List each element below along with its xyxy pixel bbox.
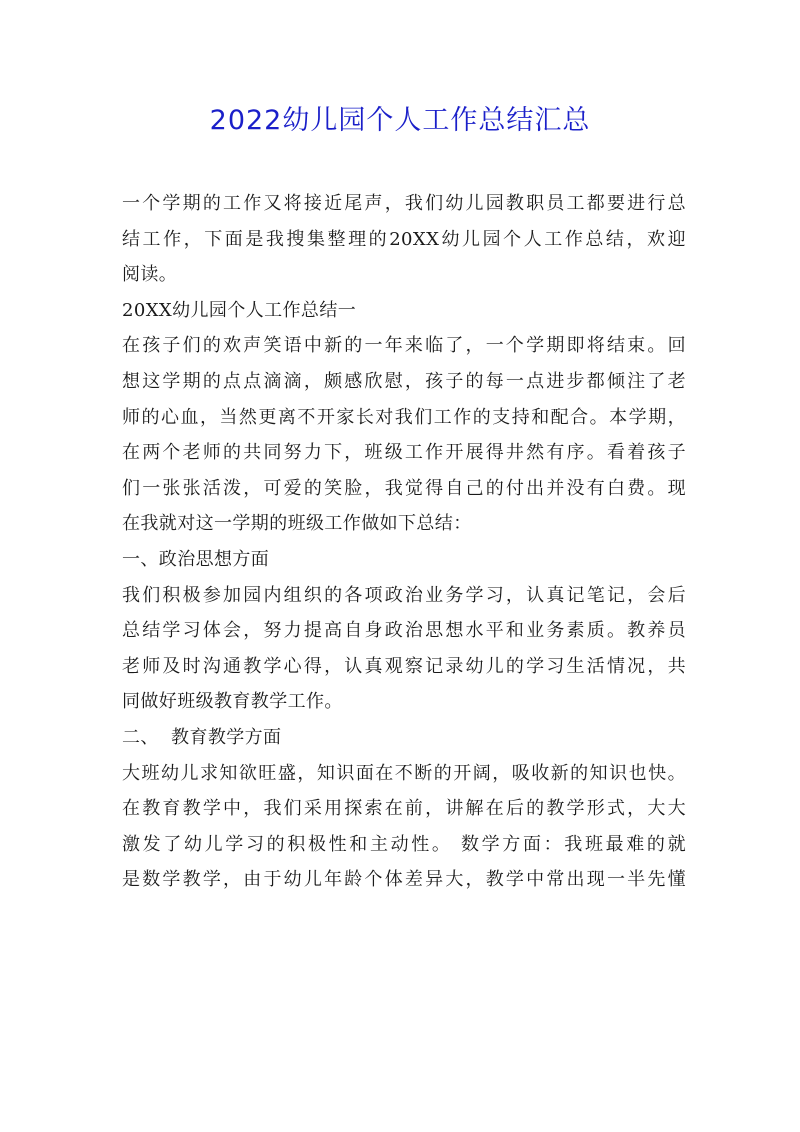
document-body [122,186,686,898]
body-line: 老师及时沟通教学心得，认真观察记录幼儿的学习生活情况，共 [122,655,686,677]
body-line: 师的心血，当然更离不开家长对我们工作的支持和配合。本学期， [122,406,686,428]
body-line: 大班幼儿求知欲旺盛，知识面在不断的开阔，吸收新的知识也快。 [122,762,686,784]
document-title: 2022幼儿园个人工作总结汇总 [209,105,591,136]
body-line: 在两个老师的共同努力下，班级工作开展得井然有序。看着孩子 [122,442,686,464]
section-heading: 二、 教育教学方面 [122,726,282,748]
body-line: 在教育教学中，我们采用探索在前，讲解在后的教学形式，大大 [122,798,686,820]
body-line: 总结学习体会，努力提高自身政治思想水平和业务素质。教养员 [122,620,686,642]
section-heading: 一、政治思想方面 [122,548,270,570]
body-line: 结工作，下面是我搜集整理的20XX幼儿园个人工作总结，欢迎 [122,228,686,250]
body-line: 在孩子们的欢声笑语中新的一年来临了，一个学期即将结束。回 [122,335,686,357]
body-line: 在我就对这一学期的班级工作做如下总结： [122,513,472,535]
body-line: 想这学期的点点滴滴，颇感欣慰，孩子的每一点进步都倾注了老 [122,370,686,392]
body-line: 我们积极参加园内组织的各项政治业务学习，认真记笔记，会后 [122,584,686,606]
body-line: 一个学期的工作又将接近尾声，我们幼儿园教职员工都要进行总 [122,193,686,214]
section-heading: 20XX幼儿园个人工作总结一 [122,299,357,321]
body-line: 是数学教学，由于幼儿年龄个体差异大，教学中常出现一半先懂 [122,869,686,891]
body-line: 激发了幼儿学习的积极性和主动性。 数学方面：我班最难的就 [122,833,686,855]
body-line: 阅读。 [122,264,178,286]
body-line: 们一张张活泼，可爱的笑脸，我觉得自己的付出并没有白费。现 [122,477,686,499]
body-line: 同做好班级教育教学工作。 [122,691,343,713]
